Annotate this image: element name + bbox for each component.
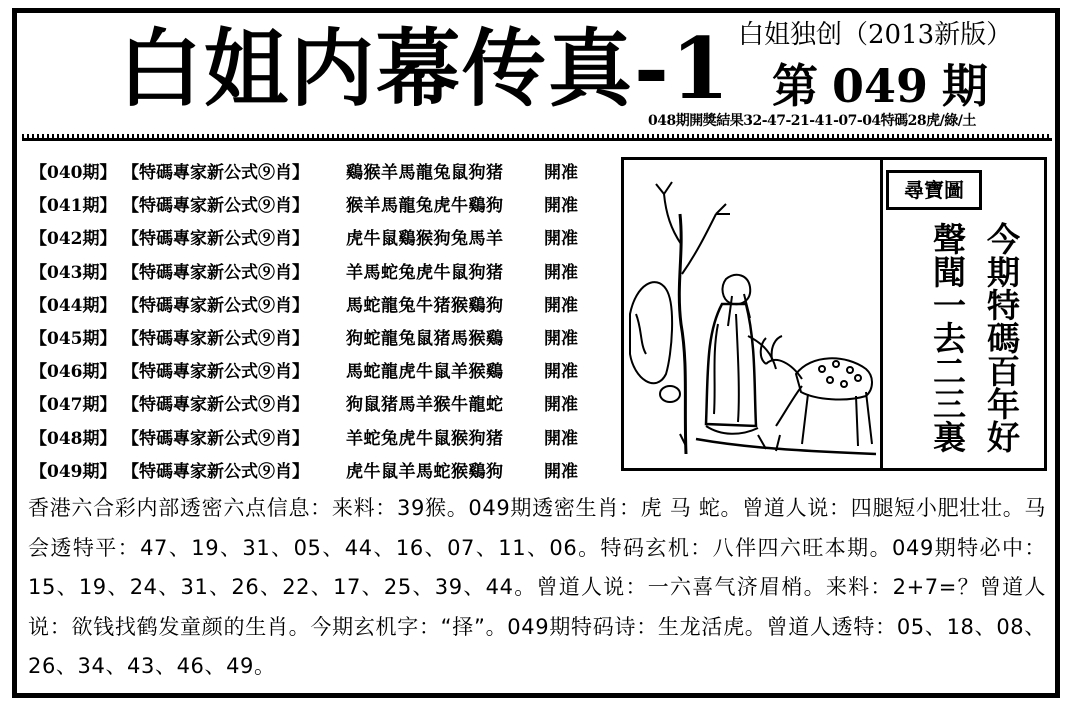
period-label: 【042期】 (30, 229, 117, 250)
zodiac-list: 羊馬蛇兔虎牛鼠狗猪 (346, 262, 504, 283)
formula-label: 【特碼專家新公式⑨肖】 (122, 461, 309, 482)
status-label: 開准 (544, 163, 578, 183)
formula-row (30, 190, 610, 223)
period-label: 【045期】 (30, 328, 117, 349)
period-label: 【043期】 (30, 262, 117, 283)
formula-label: 【特碼專家新公式⑨肖】 (122, 295, 309, 316)
zodiac-list: 虎牛鼠鷄猴狗兔馬羊 (346, 229, 504, 250)
sage-and-deer-illustration (626, 164, 878, 466)
period-label: 【047期】 (30, 395, 117, 416)
status-label: 開准 (544, 428, 578, 449)
formula-row (30, 456, 610, 489)
header-divider (22, 134, 1052, 144)
formula-label: 【特碼專家新公式⑨肖】 (122, 428, 309, 449)
status-label: 開准 (544, 362, 578, 383)
zodiac-list: 狗鼠猪馬羊猴牛龍蛇 (346, 395, 504, 416)
formula-label: 【特碼專家新公式⑨肖】 (122, 262, 309, 283)
status-label: 開准 (544, 295, 578, 316)
formula-row (30, 423, 610, 456)
page-title: 白姐内幕传真-1 (118, 19, 732, 118)
previous-result-line: 048期開獎結果32-47-21-41-07-04特碼28虎/綠/土 (648, 113, 976, 129)
status-label: 開准 (544, 196, 578, 217)
period-label: 【041期】 (30, 196, 117, 217)
zodiac-list: 羊蛇兔虎牛鼠猴狗猪 (346, 428, 504, 449)
verse-right: 今期特碼百年好 (982, 222, 1021, 453)
formula-label: 【特碼專家新公式⑨肖】 (122, 328, 309, 349)
formula-label: 【特碼專家新公式⑨肖】 (122, 395, 309, 416)
treasure-map-label: 尋寶圖 (886, 170, 982, 210)
period-label: 【040期】 (30, 163, 117, 183)
period-label: 【048期】 (30, 428, 117, 449)
period-label: 【046期】 (30, 362, 117, 383)
formula-list (30, 157, 610, 489)
treasure-panel (621, 157, 1047, 471)
verse-left: 聲聞一去二三裏 (928, 222, 967, 453)
edition-label: 白姐独创（2013新版） (738, 20, 1013, 50)
status-label: 開准 (544, 461, 578, 482)
zodiac-list: 虎牛鼠羊馬蛇猴鷄狗 (346, 461, 504, 482)
formula-label: 【特碼專家新公式⑨肖】 (122, 163, 309, 183)
formula-row (30, 223, 610, 256)
formula-row (30, 290, 610, 323)
formula-row (30, 389, 610, 422)
zodiac-list: 馬蛇龍兔牛猪猴鷄狗 (346, 295, 504, 316)
status-label: 開准 (544, 229, 578, 250)
zodiac-list: 鷄猴羊馬龍兔鼠狗猪 (346, 163, 504, 183)
insider-info-paragraph: 香港六合彩内部透密六点信息：来料：39猴。049期透密生肖：虎 马 蛇。曾道人说：四腿短小肥壮壮。马会透特平：47、19、31、05、44、16、07、11、06。特码玄机：八伴四六旺本期。049期特必中：15、19、24、31、26、22、17、25、39、44。曾道人说：一六喜气济眉梢。来料：2+7=？曾道人说：欲钱找鹤发童颜的生肖。今期玄机字：“择”。049期特码诗：生龙活虎。曾道人透特：05、18、08、26、34、43、46、49。 (28, 496, 1046, 678)
zodiac-list: 狗蛇龍兔鼠猪馬猴鷄 (346, 328, 504, 349)
issue-number-value: 049 (832, 59, 929, 113)
issue-number (772, 56, 1032, 116)
period-label: 【049期】 (30, 461, 117, 482)
formula-label: 【特碼專家新公式⑨肖】 (122, 229, 309, 250)
status-label: 開准 (544, 328, 578, 349)
period-label: 【044期】 (30, 295, 117, 316)
status-label: 開准 (544, 262, 578, 283)
status-label: 開准 (544, 395, 578, 416)
issue-prefix: 第 (772, 59, 818, 113)
formula-label: 【特碼專家新公式⑨肖】 (122, 362, 309, 383)
formula-row (30, 323, 610, 356)
formula-row (30, 356, 610, 389)
illustration-divider (880, 160, 883, 468)
formula-label: 【特碼專家新公式⑨肖】 (122, 196, 309, 217)
formula-row (30, 157, 610, 190)
issue-suffix: 期 (942, 59, 989, 113)
zodiac-list: 馬蛇龍虎牛鼠羊猴鷄 (346, 362, 504, 383)
formula-row (30, 257, 610, 290)
zodiac-list: 猴羊馬龍兔虎牛鷄狗 (346, 196, 504, 217)
